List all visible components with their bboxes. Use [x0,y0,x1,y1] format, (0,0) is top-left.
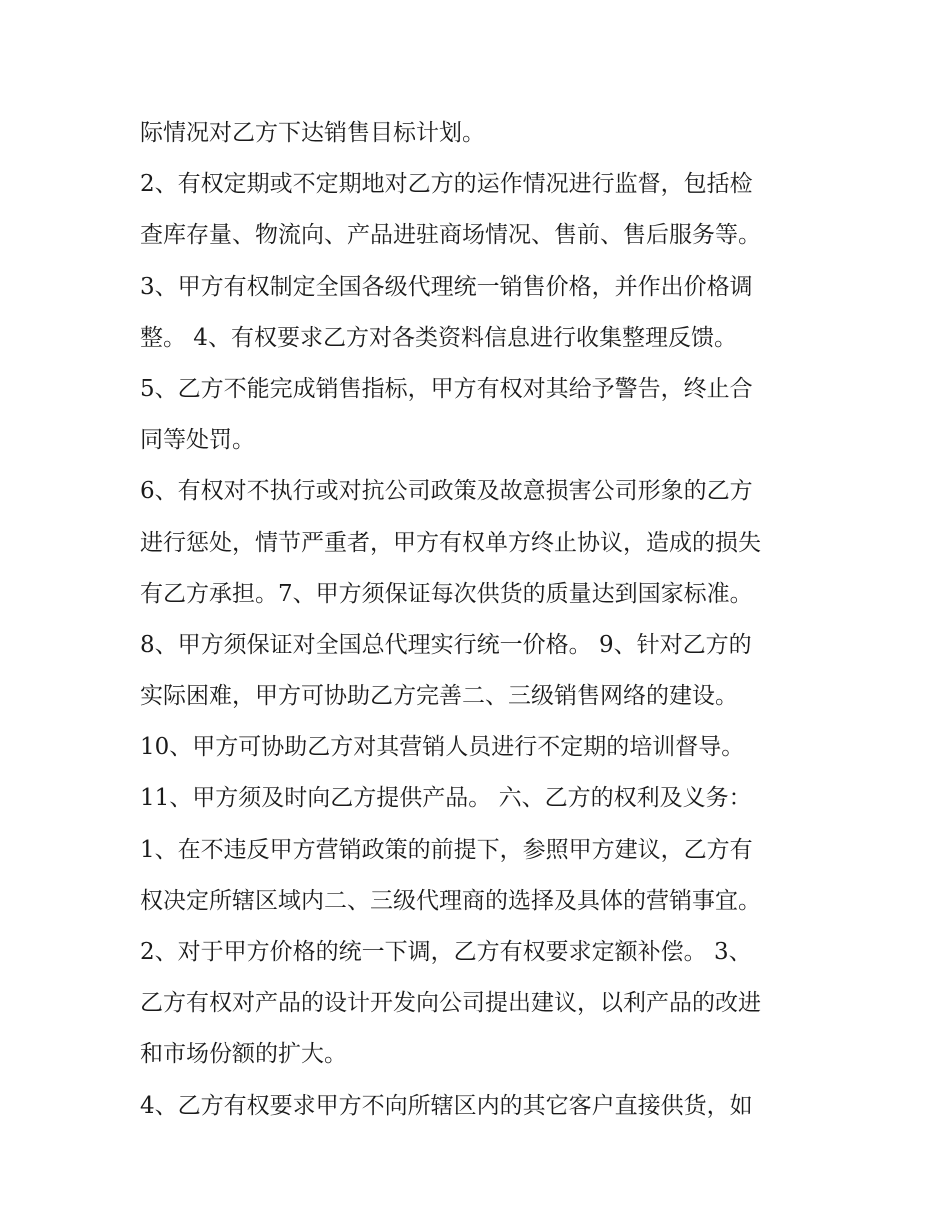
text-line: 2、有权定期或不定期地对乙方的运作情况进行监督，包括检 [140,171,753,198]
text-line: 1、在不违反甲方营销政策的前提下，参照甲方建议，乙方有 [140,836,753,863]
text-line: 权决定所辖区域内二、三级代理商的选择及具体的营销事宜。 [140,887,761,914]
text-line: 8、甲方须保证对全国总代理实行统一价格。 9、针对乙方的 [140,631,752,658]
text-line: 乙方有权对产品的设计开发向公司提出建议，以利产品的改进 [140,990,761,1017]
text-line: 实际困难，甲方可协助乙方完善二、三级销售网络的建设。 [140,683,738,710]
text-line: 进行惩处，情节严重者，甲方有权单方终止协议，造成的损失 [140,529,761,556]
text-line: 3、甲方有权制定全国各级代理统一销售价格，并作出价格调 [140,273,753,300]
document-body [140,108,830,1132]
text-line: 6、有权对不执行或对抗公司政策及故意损害公司形象的乙方 [140,478,753,505]
text-line: 同等处罚。 [140,427,255,454]
text-line: 10、甲方可协助乙方对其营销人员进行不定期的培训督导。 [140,734,745,761]
text-line: 4、乙方有权要求甲方不向所辖区内的其它客户直接供货，如 [140,1092,753,1119]
text-line: 查库存量、物流向、产品进驻商场情况、售前、售后服务等。 [140,222,761,249]
text-line: 5、乙方不能完成销售指标，甲方有权对其给予警告，终止合 [140,375,753,402]
text-line: 和市场份额的扩大。 [140,1041,347,1068]
text-line: 11、甲方须及时向乙方提供产品。 六、乙方的权利及义务： [140,785,752,812]
text-line: 有乙方承担。7、甲方须保证每次供货的质量达到国家标准。 [140,580,753,607]
text-line: 整。 4、有权要求乙方对各类资料信息进行收集整理反馈。 [140,324,737,351]
text-line: 2、对于甲方价格的统一下调，乙方有权要求定额补偿。 3、 [140,939,752,965]
text-line: 际情况对乙方下达销售目标计划。 [140,120,485,146]
